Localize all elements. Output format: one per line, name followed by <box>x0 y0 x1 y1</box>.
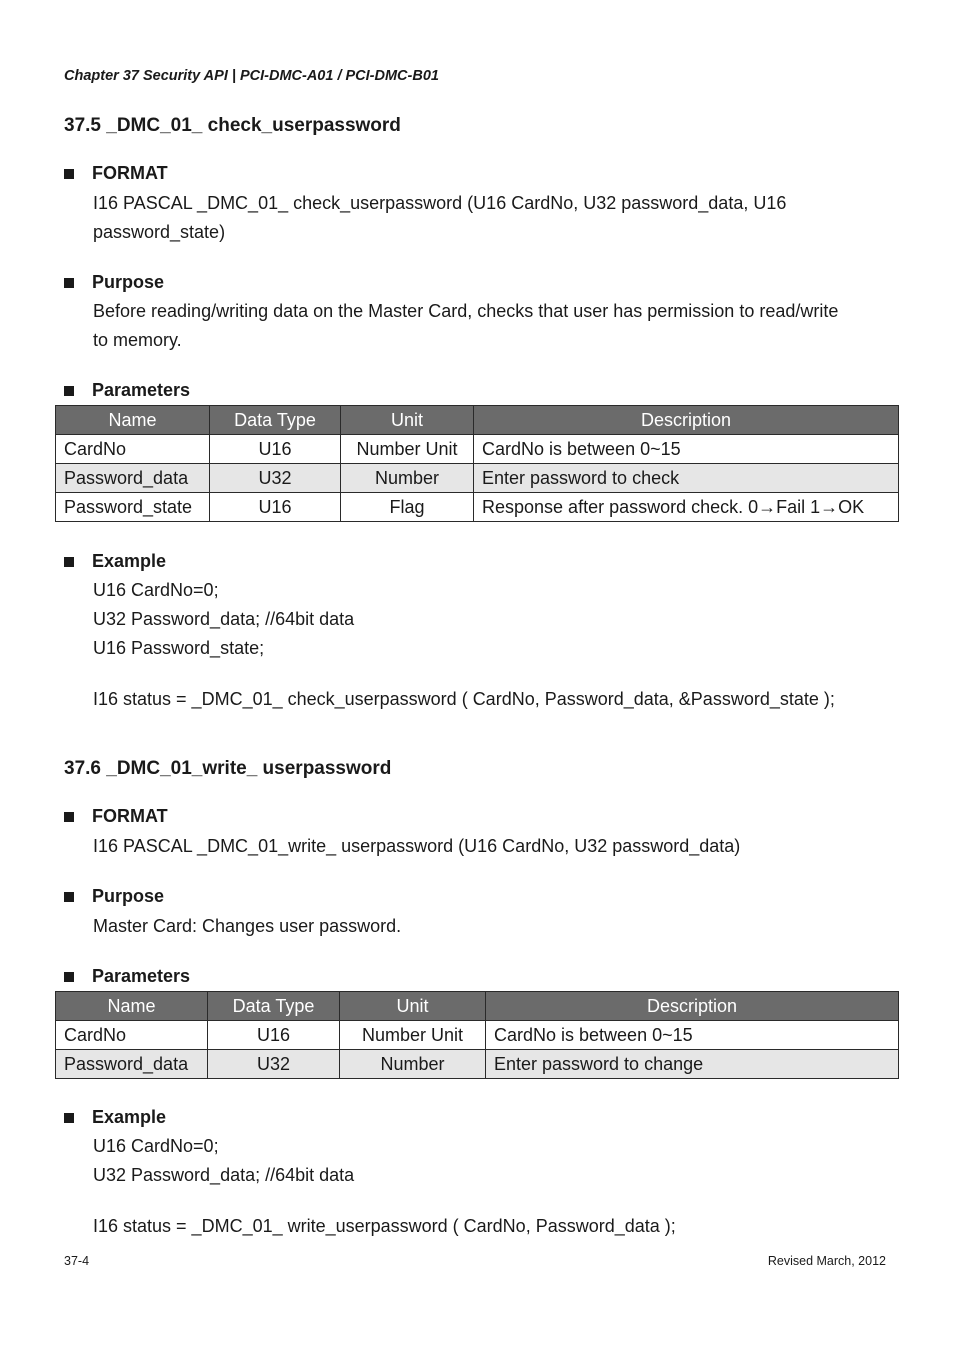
parameters-label: Parameters <box>92 966 191 986</box>
param-unit: Flag <box>341 493 474 522</box>
example-code <box>93 576 903 663</box>
example-heading <box>64 1107 166 1128</box>
chapter-header: Chapter 37 Security API | PCI-DMC-A01 / PCI-DMC-B01 <box>64 68 439 84</box>
format-label: FORMAT <box>92 163 168 183</box>
table-row <box>56 1021 899 1050</box>
bullet-square-icon <box>64 278 74 288</box>
bullet-square-icon <box>64 557 74 567</box>
parameters-table <box>55 405 899 522</box>
param-type: U16 <box>210 435 341 464</box>
param-name: CardNo <box>56 435 210 464</box>
bullet-square-icon <box>64 972 74 982</box>
example-label: Example <box>92 551 167 571</box>
purpose-label: Purpose <box>92 272 165 292</box>
example-call: I16 status = _DMC_01_ write_userpassword ( CardNo, Password_data ); <box>93 1216 676 1236</box>
table-row <box>56 493 899 522</box>
bullet-square-icon <box>64 169 74 179</box>
param-description: CardNo is between 0~15 <box>486 1021 899 1050</box>
bullet-square-icon <box>64 1113 74 1123</box>
column-header: Description <box>486 992 899 1021</box>
param-type: U32 <box>210 464 341 493</box>
parameters-heading <box>64 380 190 401</box>
param-description: Enter password to change <box>486 1050 899 1079</box>
param-type: U16 <box>210 493 341 522</box>
bullet-square-icon <box>64 812 74 822</box>
param-unit: Number <box>340 1050 486 1079</box>
table-row <box>56 1050 899 1079</box>
example-call: I16 status = _DMC_01_ check_userpassword ( CardNo, Password_data, &Password_state ); <box>93 689 835 709</box>
example-line: U16 CardNo=0; <box>93 580 219 600</box>
param-unit: Number Unit <box>341 435 474 464</box>
format-line: I16 PASCAL _DMC_01_write_ userpassword (U16 CardNo, U32 password_data) <box>93 836 741 856</box>
parameters-heading <box>64 966 190 987</box>
parameters-table <box>55 991 899 1079</box>
param-type: U32 <box>208 1050 340 1079</box>
column-header: Name <box>56 406 210 435</box>
page-number: 37-4 <box>64 1254 90 1268</box>
param-description: CardNo is between 0~15 <box>474 435 899 464</box>
param-type: U16 <box>208 1021 340 1050</box>
format-heading <box>64 163 168 184</box>
param-name: Password_state <box>56 493 210 522</box>
format-text <box>93 832 903 861</box>
column-header: Unit <box>341 406 474 435</box>
purpose-line: Before reading/writing data on the Master Card, checks that user has permission to read/write <box>93 301 839 321</box>
example-line: U16 CardNo=0; <box>93 1136 219 1156</box>
example-line: U16 Password_state; <box>93 638 265 658</box>
purpose-text <box>93 297 903 355</box>
format-line: password_state) <box>93 222 226 242</box>
bullet-square-icon <box>64 386 74 396</box>
column-header: Name <box>56 992 208 1021</box>
bullet-square-icon <box>64 892 74 902</box>
example-label: Example <box>92 1107 167 1127</box>
column-header: Description <box>474 406 899 435</box>
param-unit: Number Unit <box>340 1021 486 1050</box>
example-line: U32 Password_data; //64bit data <box>93 609 355 629</box>
purpose-heading <box>64 272 164 293</box>
revision-date: Revised March, 2012 <box>767 1254 886 1268</box>
example-line: U32 Password_data; //64bit data <box>93 1165 355 1185</box>
format-heading <box>64 806 168 827</box>
param-name: Password_data <box>56 1050 208 1079</box>
column-header: Unit <box>340 992 486 1021</box>
purpose-label: Purpose <box>92 886 165 906</box>
purpose-line: Master Card: Changes user password. <box>93 916 402 936</box>
param-name: CardNo <box>56 1021 208 1050</box>
param-unit: Number <box>341 464 474 493</box>
table-header-row <box>56 406 899 435</box>
format-text <box>93 189 903 247</box>
param-name: Password_data <box>56 464 210 493</box>
section-title-write-userpassword: 37.6 _DMC_01_write_ userpassword <box>64 758 392 779</box>
purpose-text <box>93 912 903 941</box>
example-code <box>93 1132 903 1190</box>
section-title-check-userpassword: 37.5 _DMC_01_ check_userpassword <box>64 115 401 136</box>
format-line: I16 PASCAL _DMC_01_ check_userpassword (U16 CardNo, U32 password_data, U16 <box>93 193 787 213</box>
table-row <box>56 435 899 464</box>
table-header-row <box>56 992 899 1021</box>
example-heading <box>64 551 166 572</box>
parameters-label: Parameters <box>92 380 191 400</box>
purpose-heading <box>64 886 164 907</box>
column-header: Data Type <box>210 406 341 435</box>
column-header: Data Type <box>208 992 340 1021</box>
table-row <box>56 464 899 493</box>
format-label: FORMAT <box>92 806 168 826</box>
param-description: Response after password check. 0→Fail 1→OK <box>474 493 899 522</box>
param-description: Enter password to check <box>474 464 899 493</box>
purpose-line: to memory. <box>93 330 182 350</box>
